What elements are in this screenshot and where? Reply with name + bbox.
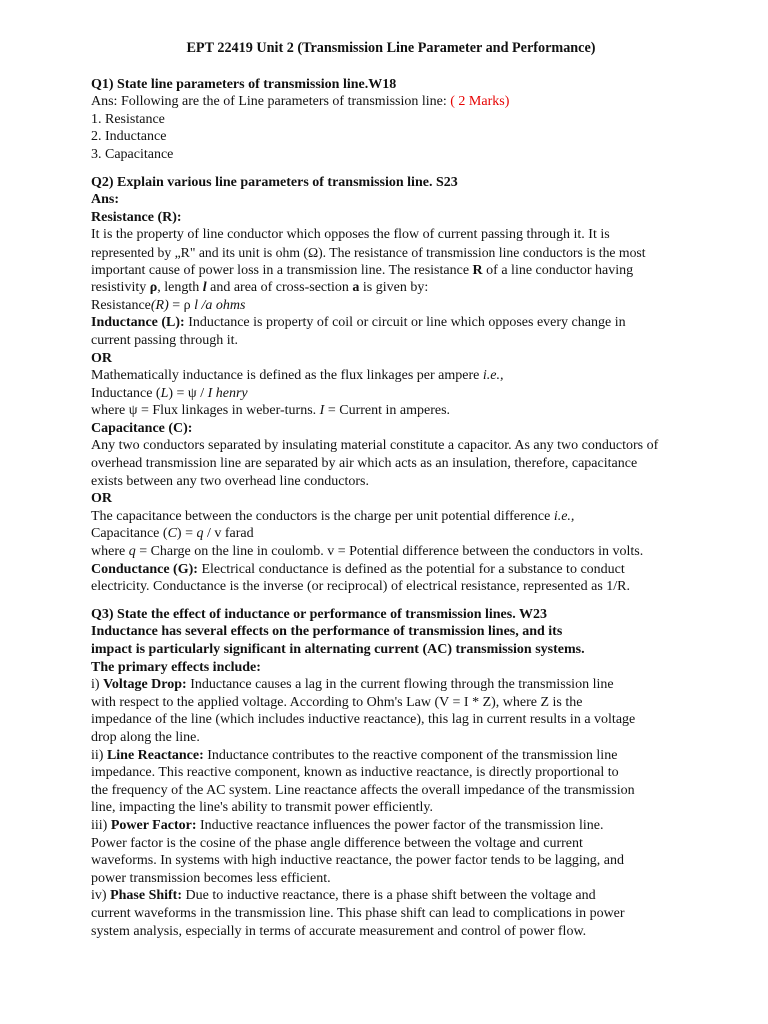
q1-answer: Ans: Following are the of Line parameters of transmission line: ( 2 Marks) xyxy=(91,94,510,110)
effect-text-line: line, impacting the line's ability to transmit power efficiently. xyxy=(91,800,433,816)
document-title: EPT 22419 Unit 2 (Transmission Line Parameter and Performance) xyxy=(186,40,596,56)
effect-text-line: power transmission becomes less efficient. xyxy=(91,870,331,886)
resistance-title: Resistance (R): xyxy=(91,209,182,225)
resistance-text-line: It is the property of line conductor which opposes the flow of current passing through it. It is xyxy=(91,227,610,243)
q3-intro-line: The primary effects include: xyxy=(91,659,261,675)
effect-text-line: drop along the line. xyxy=(91,729,200,745)
list-item: 3. Capacitance xyxy=(91,146,174,162)
capacitance-definition: The capacitance between the conductors is the charge per unit potential difference i.e., xyxy=(91,508,575,524)
effect-power-factor: iii) Power Factor: Inductive reactance influences the power factor of the transmission line. xyxy=(91,817,604,833)
q2-heading: Q2) Explain various line parameters of transmission line. S23 xyxy=(91,174,458,190)
effect-text-line: system analysis, especially in terms of accurate measurement and control of power flow. xyxy=(91,923,587,939)
resistance-text-line: important cause of power loss in a transmission line. The resistance R of a line conductor having xyxy=(91,262,634,278)
inductance-formula: Inductance (L) = ψ / I henry xyxy=(91,385,248,401)
effect-line-reactance: ii) Line Reactance: Inductance contributes to the reactive component of the transmission line xyxy=(91,747,618,763)
inductance-paragraph: Inductance (L): Inductance is property of coil or circuit or line which opposes every change in xyxy=(91,315,626,331)
or-label: OR xyxy=(91,491,112,507)
list-item: 2. Inductance xyxy=(91,129,167,145)
effect-voltage-drop: i) Voltage Drop: Inductance causes a lag in the current flowing through the transmission line xyxy=(91,677,614,693)
capacitance-where: where q = Charge on the line in coulomb. v = Potential difference between the conductors in volts. xyxy=(91,544,644,560)
resistance-text-line: resistivity ρ, length l and area of cross-section a is given by: xyxy=(91,280,429,296)
resistance-text-line: represented by „R" and its unit is ohm (Ω). The resistance of transmission line conductors is the most xyxy=(91,244,646,260)
effect-text-line: Power factor is the cosine of the phase angle difference between the voltage and current xyxy=(91,835,583,851)
capacitance-text-line: overhead transmission line are separated by air which acts as an insulation, therefore, capacitance xyxy=(91,456,638,472)
effect-text-line: current waveforms in the transmission line. This phase shift can lead to complications in power xyxy=(91,905,625,921)
or-label: OR xyxy=(91,350,112,366)
inductance-definition: Mathematically inductance is defined as the flux linkages per ampere i.e., xyxy=(91,368,504,384)
q3-intro-line: Inductance has several effects on the performance of transmission lines, and its xyxy=(91,624,563,640)
effect-phase-shift: iv) Phase Shift: Due to inductive reactance, there is a phase shift between the voltage and xyxy=(91,888,596,904)
marks-label: ( 2 Marks) xyxy=(450,94,510,110)
conductance-text-line: electricity. Conductance is the inverse (or reciprocal) of electrical resistance, represented as 1/R. xyxy=(91,579,631,595)
inductance-title: Inductance (L): xyxy=(91,315,185,331)
document-page xyxy=(91,40,691,940)
conductance-paragraph: Conductance (G): Electrical conductance is defined as the potential for a substance to conduct xyxy=(91,561,625,577)
effect-text-line: impedance. This reactive component, known as inductive reactance, is directly proportional to xyxy=(91,765,619,781)
q3-heading: Q3) State the effect of inductance or performance of transmission lines. W23 xyxy=(91,606,547,622)
capacitance-text-line: exists between any two overhead line conductors. xyxy=(91,473,369,489)
conductance-title: Conductance (G): xyxy=(91,561,198,577)
capacitance-text-line: Any two conductors separated by insulating material constitute a capacitor. As any two conductors of xyxy=(91,438,659,454)
resistance-formula: Resistance(R) = ρ l /a ohms xyxy=(91,297,246,313)
effect-text-line: waveforms. In systems with high inductive reactance, the power factor tends to be lagging, and xyxy=(91,853,625,869)
capacitance-formula: Capacitance (C) = q / v farad xyxy=(91,526,254,542)
q2-ans-label: Ans: xyxy=(91,192,120,208)
effect-text-line: the frequency of the AC system. Line reactance affects the overall impedance of the transmission xyxy=(91,782,635,798)
q3-intro-line: impact is particularly significant in alternating current (AC) transmission systems. xyxy=(91,642,585,657)
q1-heading: Q1) State line parameters of transmission line.W18 xyxy=(91,76,397,92)
effect-text-line: with respect to the applied voltage. According to Ohm's Law (V = I * Z), where Z is the xyxy=(91,694,583,710)
capacitance-title: Capacitance (C): xyxy=(91,420,193,436)
inductance-where: where ψ = Flux linkages in weber-turns. I = Current in amperes. xyxy=(91,403,451,419)
list-item: 1. Resistance xyxy=(91,111,165,127)
inductance-text-line: current passing through it. xyxy=(91,332,238,348)
effect-text-line: impedance of the line (which includes inductive reactance), this lag in current results in a voltage xyxy=(91,712,636,728)
